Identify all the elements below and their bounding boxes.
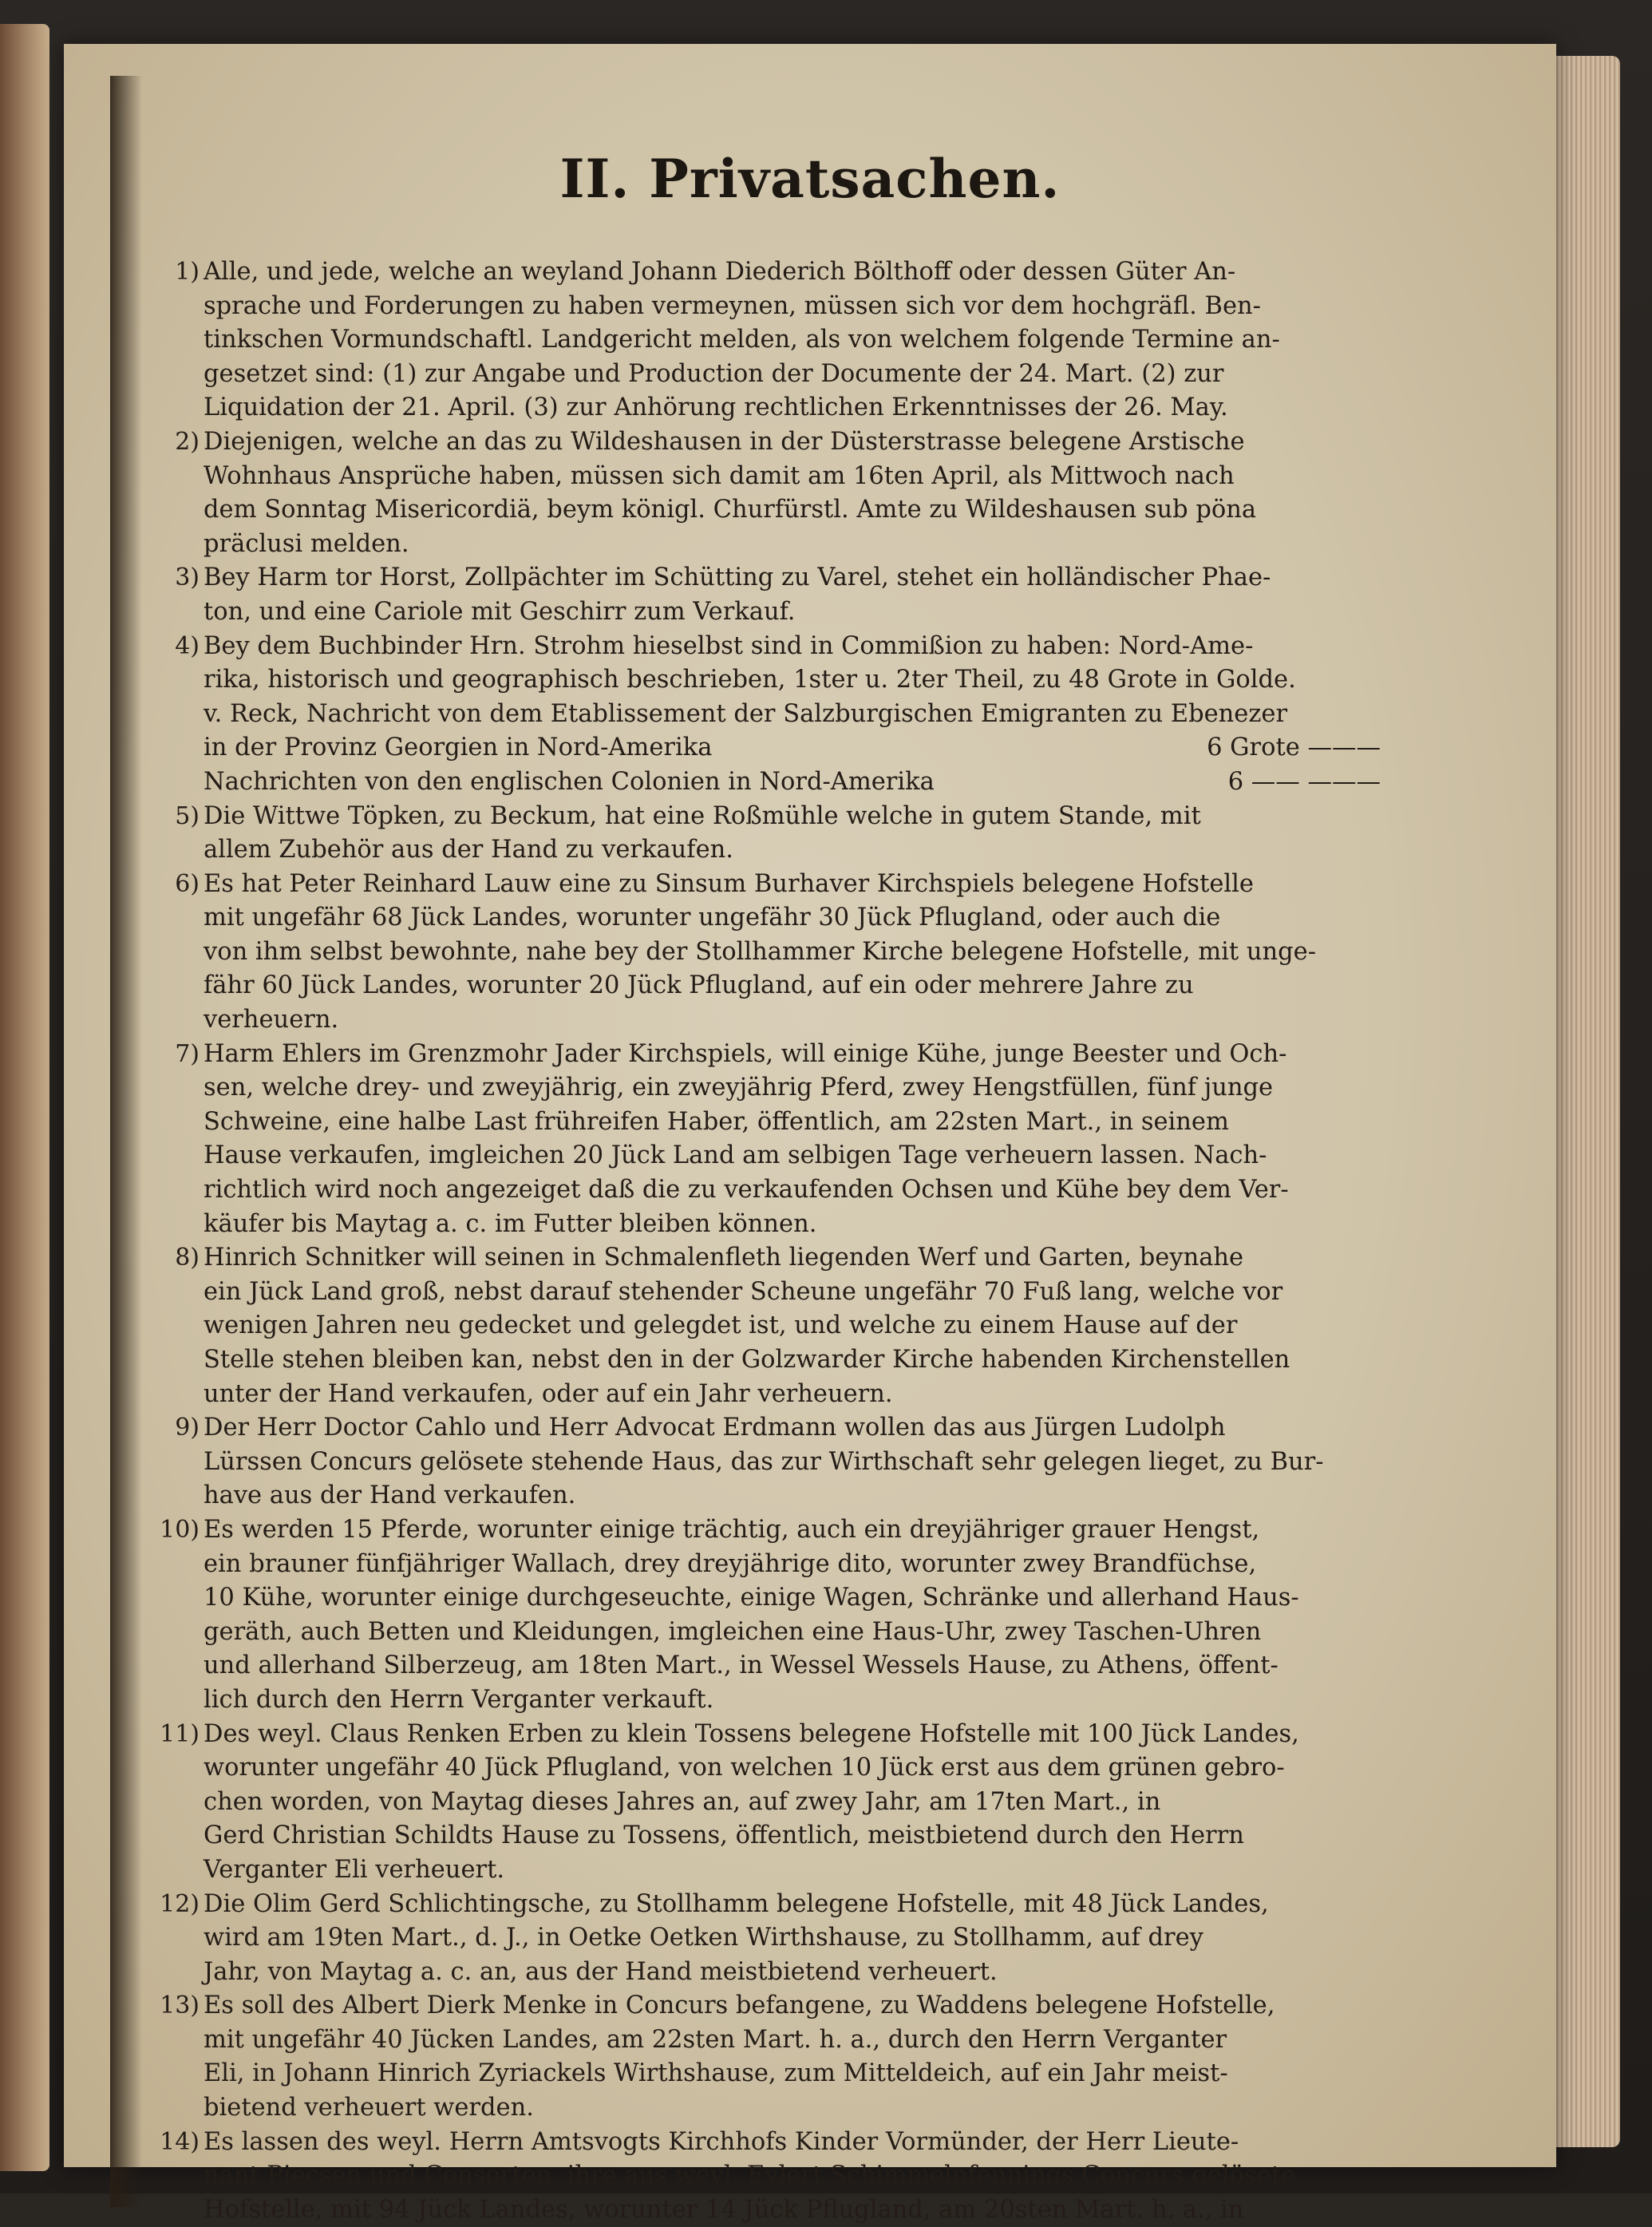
entry-line: von ihm selbst bewohnte, nahe bey der Stollhammer Kirche belegene Hofstelle, mit unge- xyxy=(204,937,1317,966)
entry-number: 1) xyxy=(175,258,200,286)
document-page xyxy=(64,44,1556,2224)
entry-3 xyxy=(175,561,1381,629)
entry-number: 14) xyxy=(160,2127,200,2156)
entry-line: Diejenigen, welche an das zu Wildeshausen in der Düsterstrasse belegene Arstische xyxy=(204,427,1245,456)
entry-line: nant Piecsen und Consorten, ihre aus weyl. Eylert Schimmelpfennings Concurs gelösete xyxy=(204,2162,1296,2190)
entry-line: lich durch den Herrn Verganter verkauft. xyxy=(204,1685,714,1714)
entry-line: mit ungefähr 68 Jück Landes, worunter ungefähr 30 Jück Pflugland, oder auch die xyxy=(204,904,1221,932)
entry-number: 6) xyxy=(175,869,200,898)
entry-line: chen worden, von Maytag dieses Jahres an, auf zwey Jahr, am 17ten Mart., in xyxy=(204,1787,1161,1816)
entry-number: 8) xyxy=(175,1244,200,1272)
entry-line: mit ungefähr 40 Jücken Landes, am 22sten Mart. h. a., durch den Herrn Verganter xyxy=(204,2025,1227,2054)
entry-line: verheuern. xyxy=(204,1006,339,1034)
entry-line: Die Wittwe Töpken, zu Beckum, hat eine Roßmühle welche in gutem Stande, mit xyxy=(204,801,1201,830)
entry-line: Hinrich Schnitker will seinen in Schmalenfleth liegenden Werf und Garten, beynahe xyxy=(204,1244,1244,1272)
entry-line: Hause verkaufen, imgleichen 20 Jück Land am selbigen Tage verheuern lassen. Nach- xyxy=(204,1141,1267,1170)
entry-line: Des weyl. Claus Renken Erben zu klein Tossens belegene Hofstelle mit 100 Jück Landes, xyxy=(204,1719,1299,1748)
entry-number: 10) xyxy=(160,1515,200,1544)
entry-14 xyxy=(160,2126,1381,2227)
entry-line: bietend verheuert werden. xyxy=(204,2094,534,2122)
entry-4 xyxy=(175,630,1381,800)
listing-item xyxy=(204,765,1381,800)
entry-line: geräth, auch Betten und Kleidungen, imgleichen eine Haus-Uhr, zwey Taschen-Uhren xyxy=(204,1617,1262,1646)
entry-line: Eli, in Johann Hinrich Zyriackels Wirthshause, zum Mitteldeich, auf ein Jahr meist- xyxy=(204,2059,1228,2088)
entry-line: Es soll des Albert Dierk Menke in Concurs befangene, zu Waddens belegene Hofstelle, xyxy=(204,1992,1275,2020)
entry-line: Liquidation der 21. April. (3) zur Anhörung rechtlichen Erkenntnisses der 26. May. xyxy=(204,394,1228,422)
entry-number: 13) xyxy=(160,1992,200,2020)
entry-line: sen, welche drey- und zweyjährig, ein zweyjährig Pferd, zwey Hengstfüllen, fünf junge xyxy=(204,1074,1274,1102)
facing-page-edge xyxy=(0,24,49,2171)
entry-line: Jahr, von Maytag a. c. an, aus der Hand meistbietend verheuert. xyxy=(204,1957,998,1986)
entry-line: und allerhand Silberzeug, am 18ten Mart., in Wessel Wessels Hause, zu Athens, öffent- xyxy=(204,1651,1279,1680)
entry-13 xyxy=(160,1989,1381,2125)
entry-11 xyxy=(160,1718,1381,1888)
entry-line: präclusi melden. xyxy=(204,529,409,558)
entry-line: rika, historisch und geographisch beschrieben, 1ster u. 2ter Theil, zu 48 Grote in Golde. xyxy=(204,666,1296,694)
entry-number: 7) xyxy=(175,1039,200,1068)
section-title: II. Privatsachen. xyxy=(559,148,1061,210)
entry-number: 9) xyxy=(175,1414,200,1442)
entry-number: 5) xyxy=(175,801,200,830)
entry-line: Es hat Peter Reinhard Lauw eine zu Sinsum Burhaver Kirchspiels belegene Hofstelle xyxy=(204,869,1254,898)
entry-line: Die Olim Gerd Schlichtingsche, zu Stollhamm belegene Hofstelle, mit 48 Jück Landes, xyxy=(204,1889,1269,1918)
entry-line: Es werden 15 Pferde, worunter einige trächtig, auch ein dreyjähriger grauer Hengst, xyxy=(204,1515,1260,1544)
entry-line: Schweine, eine halbe Last frühreifen Haber, öffentlich, am 22sten Mart., in seinem xyxy=(204,1107,1229,1136)
entry-2 xyxy=(175,425,1381,561)
entry-10 xyxy=(160,1513,1381,1718)
entry-line: tinkschen Vormundschaftl. Landgericht melden, als von welchem folgende Termine an- xyxy=(204,326,1280,354)
entry-number: 3) xyxy=(175,564,200,592)
entry-line: Gerd Christian Schildts Hause zu Tossens, öffentlich, meistbietend durch den Herrn xyxy=(204,1822,1244,1850)
entry-line: Hofstelle, mit 94 Jück Landes, worunter 14 Jück Pflugland, am 20sten Mart. h. a., in xyxy=(204,2195,1244,2224)
entry-line: Bey Harm tor Horst, Zollpächter im Schütting zu Varel, stehet ein holländischer Phae- xyxy=(204,564,1271,592)
entry-line: ein brauner fünfjähriger Wallach, drey dreyjährige dito, worunter zwey Brandfüchse, xyxy=(204,1549,1257,1578)
entry-line: dem Sonntag Misericordiä, beym königl. Churfürstl. Amte zu Wildeshausen sub pöna xyxy=(204,496,1257,524)
entry-line: sprache und Forderungen zu haben vermeynen, müssen sich vor dem hochgräfl. Ben- xyxy=(204,291,1261,320)
entry-1 xyxy=(175,255,1381,425)
entry-line: Es lassen des weyl. Herrn Amtsvogts Kirchhofs Kinder Vormünder, der Herr Lieute- xyxy=(204,2127,1239,2156)
listing-item xyxy=(204,731,1381,765)
entry-number: 12) xyxy=(160,1889,200,1918)
entry-6 xyxy=(175,868,1381,1038)
listing-title: in der Provinz Georgien in Nord-Amerika xyxy=(204,734,713,762)
entry-line: Verganter Eli verheuert. xyxy=(204,1855,505,1884)
entry-line: wenigen Jahren neu gedecket und gelegdet ist, und welche zu einem Hause auf der xyxy=(204,1311,1238,1340)
entry-number: 2) xyxy=(175,427,200,456)
entry-line: Bey dem Buchbinder Hrn. Strohm hieselbst sind in Commißion zu haben: Nord-Ame- xyxy=(204,631,1254,660)
entry-line: allem Zubehör aus der Hand zu verkaufen. xyxy=(204,836,733,864)
entry-8 xyxy=(175,1241,1381,1411)
entry-line: have aus der Hand verkaufen. xyxy=(204,1481,576,1510)
entry-line: Lürssen Concurs gelösete stehende Haus, das zur Wirthschaft sehr gelegen lieget, zu Bur- xyxy=(204,1447,1324,1476)
entry-line: wird am 19ten Mart., d. J., in Oetke Oetken Wirthshause, zu Stollhamm, auf drey xyxy=(204,1924,1203,1952)
entry-line: fähr 60 Jück Landes, worunter 20 Jück Pflugland, auf ein oder mehrere Jahre zu xyxy=(204,971,1194,1000)
entry-line: ein Jück Land groß, nebst darauf stehender Scheune ungefähr 70 Fuß lang, welche vor xyxy=(204,1277,1283,1306)
entry-line: worunter ungefähr 40 Jück Pflugland, von welchen 10 Jück erst aus dem grünen gebro- xyxy=(204,1754,1285,1782)
entry-line: gesetzet sind: (1) zur Angabe und Production der Documente der 24. Mart. (2) zur xyxy=(204,359,1224,388)
entries-list xyxy=(160,255,1381,2227)
entry-number: 11) xyxy=(160,1719,200,1748)
listing-title: Nachrichten von den englischen Colonien in Nord-Amerika xyxy=(204,767,935,796)
entry-line: Wohnhaus Ansprüche haben, müssen sich damit am 16ten April, als Mittwoch nach xyxy=(204,461,1235,490)
entry-number: 4) xyxy=(175,631,200,660)
listing-price: 6 Grote ——— xyxy=(1207,734,1381,762)
entry-12 xyxy=(160,1888,1381,1990)
entry-line: Stelle stehen bleiben kan, nebst den in der Golzwarder Kirche habenden Kirchenstellen xyxy=(204,1346,1290,1374)
entry-line: unter der Hand verkaufen, oder auf ein Jahr verheuern. xyxy=(204,1379,893,1408)
entry-line: Harm Ehlers im Grenzmohr Jader Kirchspiels, will einige Kühe, junge Beester und Och- xyxy=(204,1039,1287,1068)
entry-line: 10 Kühe, worunter einige durchgeseuchte, einige Wagen, Schränke und allerhand Haus- xyxy=(204,1584,1299,1612)
entry-5 xyxy=(175,800,1381,868)
entry-line: käufer bis Maytag a. c. im Futter bleiben können. xyxy=(204,1209,817,1238)
entry-line: ton, und eine Cariole mit Geschirr zum Verkauf. xyxy=(204,597,796,626)
listing-price: 6 —— ——— xyxy=(1227,767,1381,796)
entry-line: Alle, und jede, welche an weyland Johann Diederich Bölthoff oder dessen Güter An- xyxy=(204,258,1236,286)
entry-9 xyxy=(175,1411,1381,1513)
entry-line: richtlich wird noch angezeiget daß die zu verkaufenden Ochsen und Kühe bey dem Ver- xyxy=(204,1176,1289,1204)
entry-line: Der Herr Doctor Cahlo und Herr Advocat Erdmann wollen das aus Jürgen Ludolph xyxy=(204,1414,1226,1442)
entry-line: v. Reck, Nachricht von dem Etablissement der Salzburgischen Emigranten zu Ebenezer xyxy=(204,699,1288,728)
entry-7 xyxy=(175,1038,1381,1242)
